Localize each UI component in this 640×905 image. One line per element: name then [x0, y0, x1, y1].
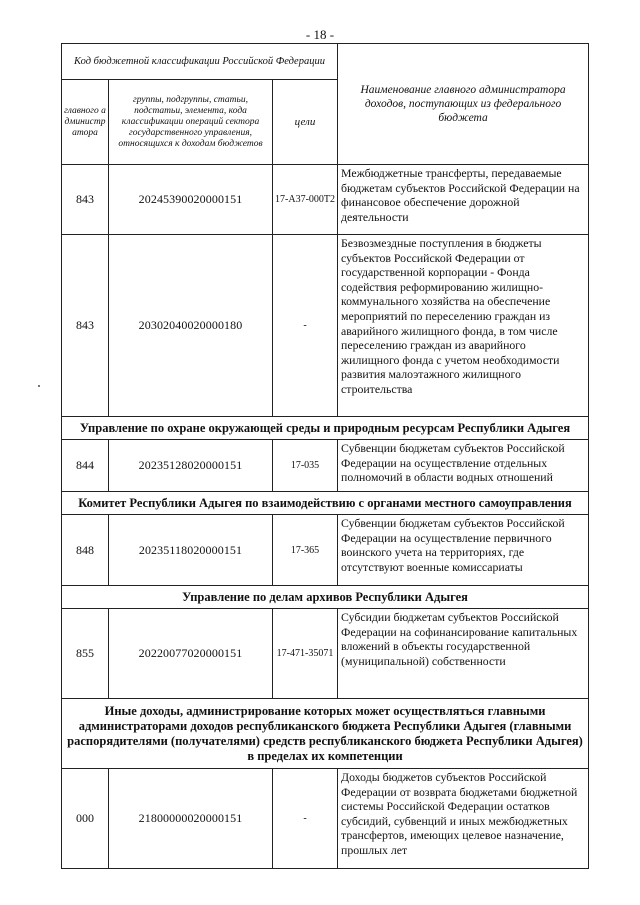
section-title: Управление по делам архивов Республики Адыгея	[62, 586, 589, 609]
header-name	[338, 44, 589, 165]
header-group-title	[62, 44, 338, 80]
admin-code-cell: 000	[62, 769, 109, 869]
header-target	[273, 80, 338, 165]
admin-code-cell: 844	[62, 440, 109, 492]
description-cell: Субсидии бюджетам субъектов Российской Федерации на софинансирование капитальных вложений в объекты государственной (муниципальной) собственности	[338, 609, 589, 699]
section-title: Управление по охране окружающей среды и природным ресурсам Республики Адыгея	[62, 417, 589, 440]
table-row	[62, 440, 589, 492]
section-row	[62, 699, 589, 769]
margin-mark	[38, 385, 40, 387]
page-number: - 18 -	[305, 27, 335, 42]
budget-code-cell: 20235128020000151	[109, 440, 273, 492]
admin-code-cell: 843	[62, 235, 109, 417]
table-row	[62, 769, 589, 869]
header-group-title-text: Код бюджетной классификации Российской Федерации	[74, 55, 325, 67]
description-cell: Доходы бюджетов субъектов Российской Федерации от возврата бюджетами бюджетной системы Российской Федерации остатков субсидий, субвенций и иных межбюджетных трансфертов, имеющих целевое назначение, прошлых лет	[338, 769, 589, 869]
description-cell: Субвенции бюджетам субъектов Российской Федерации на осуществление первичного воинского учета на территориях, где отсутствуют военные комиссариаты	[338, 515, 589, 586]
description-cell: Безвозмездные поступления в бюджеты субъектов Российской Федерации от государственной корпорации - Фонда содействия реформированию жилищно-коммунального хозяйства на обеспечение мероприятий по переселению граждан из аварийного жилищного фонда, в том числе переселению граждан из аварийного жилищного фонда с учетом необходимости развития малоэтажного жилищного строительства	[338, 235, 589, 417]
budget-code-cell: 20245390020000151	[109, 165, 273, 235]
table-row	[62, 609, 589, 699]
admin-code-cell: 848	[62, 515, 109, 586]
description-cell: Субвенции бюджетам субъектов Российской Федерации на осуществление отдельных полномочий в области водных отношений	[338, 440, 589, 492]
table-row	[62, 235, 589, 417]
header-group-text: группы, подгруппы, статьи, подстатьи, элемента, кода классификации операций сектора государственного управления, относящихся к доходам бюджетов	[118, 94, 263, 149]
table-row	[62, 165, 589, 235]
admin-code-cell: 855	[62, 609, 109, 699]
header-admin	[62, 80, 109, 165]
target-code-cell: 17-365	[273, 515, 338, 586]
target-code-cell: 17-471-35071	[273, 609, 338, 699]
header-name-text: Наименование главного администратора доходов, поступающих из федерального бюджета	[360, 84, 566, 124]
budget-code-cell: 21800000020000151	[109, 769, 273, 869]
target-code-cell: -	[273, 769, 338, 869]
header-target-text: цели	[294, 115, 316, 128]
section-row	[62, 492, 589, 515]
section-title: Иные доходы, администрирование которых может осуществляться главными администраторами доходов республиканского бюджета Республики Адыгея (главными распорядителями (получателями) средств республиканского бюджета Республики Адыгея) в пределах их компетенции	[62, 699, 589, 769]
budget-code-cell: 20220077020000151	[109, 609, 273, 699]
section-row	[62, 417, 589, 440]
budget-code-cell: 20302040020000180	[109, 235, 273, 417]
table-row	[62, 515, 589, 586]
header-admin-text: главного администратора	[64, 105, 106, 138]
description-cell: Межбюджетные трансферты, передаваемые бюджетам субъектов Российской Федерации на финансовое обеспечение дорожной деятельности	[338, 165, 589, 235]
section-title: Комитет Республики Адыгея по взаимодействию с органами местного самоуправления	[62, 492, 589, 515]
section-row	[62, 586, 589, 609]
target-code-cell: 17-035	[273, 440, 338, 492]
budget-code-cell: 20235118020000151	[109, 515, 273, 586]
target-code-cell: 17-А37-000Т2	[273, 165, 338, 235]
revenue-table	[61, 43, 589, 869]
target-code-cell: -	[273, 235, 338, 417]
header-group	[109, 80, 273, 165]
admin-code-cell: 843	[62, 165, 109, 235]
table-body	[62, 165, 589, 869]
